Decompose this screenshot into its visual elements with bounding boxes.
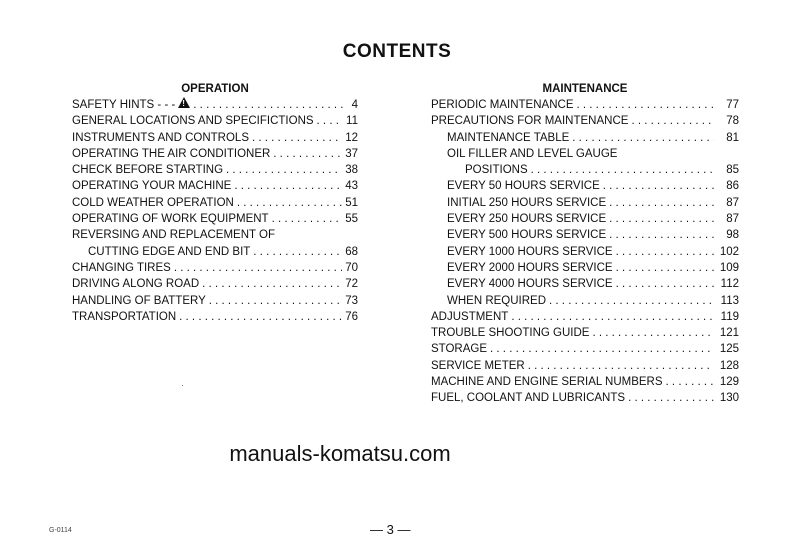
toc-entry-label: FUEL, COOLANT AND LUBRICANTS: [431, 392, 626, 405]
leader-dots: [577, 97, 715, 113]
leader-dots: [666, 374, 714, 390]
toc-entry-label: MACHINE AND ENGINE SERIAL NUMBERS: [431, 376, 663, 389]
toc-entry-page: 112: [720, 278, 739, 291]
toc-entry-label: MAINTENANCE TABLE: [447, 131, 570, 144]
toc-entry-label: ADJUSTMENT: [431, 310, 509, 323]
toc-entry-page: 38: [345, 164, 358, 177]
page-number: — 3 —: [370, 522, 411, 537]
toc-entry-label: TROUBLE SHOOTING GUIDE: [431, 327, 590, 340]
toc-entry-label: STORAGE: [431, 343, 488, 356]
leader-dots: [572, 130, 714, 146]
leader-dots: [179, 309, 342, 325]
operation-heading: OPERATION: [181, 83, 249, 95]
toc-entry-label: INITIAL 250 HOURS SERVICE: [447, 196, 607, 209]
maintenance-heading: MAINTENANCE: [542, 83, 628, 95]
toc-entry-label: OPERATING THE AIR CONDITIONER: [72, 147, 271, 160]
leader-dots: [609, 227, 714, 243]
toc-entry[interactable]: [72, 293, 358, 309]
leader-dots: [603, 178, 714, 194]
toc-entry-page: 68: [345, 245, 358, 258]
leader-dots: [193, 97, 345, 113]
toc-entry[interactable]: [72, 227, 358, 243]
toc-entry-page: 98: [726, 229, 739, 242]
toc-entry-page: 4: [351, 99, 358, 111]
toc-entry[interactable]: [72, 130, 358, 146]
toc-entry[interactable]: [72, 178, 358, 194]
toc-entry-label: DRIVING ALONG ROAD: [72, 278, 200, 291]
leader-dots: [528, 358, 714, 374]
toc-entry[interactable]: [72, 97, 358, 113]
toc-entry-label: EVERY 4000 HOURS SERVICE: [447, 278, 613, 291]
toc-entry[interactable]: [431, 195, 739, 211]
leader-dots: [616, 260, 714, 276]
toc-entry[interactable]: [72, 146, 358, 162]
operation-column: [72, 82, 358, 325]
toc-entry-page: 129: [719, 376, 739, 389]
toc-entry-page: 87: [726, 213, 739, 226]
toc-entry[interactable]: [72, 244, 358, 260]
leader-dots: [202, 276, 342, 292]
toc-entry[interactable]: [431, 276, 739, 292]
scan-speck: [182, 385, 183, 386]
toc-entry-page: 51: [345, 196, 358, 209]
leader-dots: [531, 162, 714, 178]
toc-entry[interactable]: [431, 374, 739, 390]
toc-entry[interactable]: [431, 325, 739, 341]
leader-dots: [237, 195, 342, 211]
toc-entry[interactable]: [431, 130, 739, 146]
toc-entry[interactable]: [431, 293, 739, 309]
toc-entry-label: PERIODIC MAINTENANCE: [431, 99, 574, 111]
leader-dots: [317, 113, 344, 129]
toc-entry-page: 109: [719, 261, 739, 274]
leader-dots: [209, 293, 342, 309]
toc-entry-label: INSTRUMENTS AND CONTROLS: [72, 131, 249, 144]
toc-entry-label: SAFETY HINTS - - -: [72, 99, 176, 111]
leader-dots: [253, 244, 342, 260]
toc-entry-label: OPERATING YOUR MACHINE: [72, 180, 232, 193]
toc-entry-page: 70: [345, 261, 358, 274]
toc-entry[interactable]: [431, 146, 739, 162]
toc-entry[interactable]: [431, 341, 739, 357]
toc-entry[interactable]: [72, 211, 358, 227]
leader-dots: [616, 276, 714, 292]
toc-entry-page: 86: [726, 180, 739, 193]
toc-entry-label: WHEN REQUIRED: [447, 294, 547, 307]
toc-entry-page: 125: [719, 343, 739, 356]
toc-entry[interactable]: [431, 244, 739, 260]
toc-entry[interactable]: [431, 227, 739, 243]
toc-entry-label: OPERATING OF WORK EQUIPMENT: [72, 213, 269, 226]
toc-entry[interactable]: [431, 162, 739, 178]
toc-entry[interactable]: [431, 358, 739, 374]
maintenance-toc-list: [431, 97, 739, 407]
toc-entry-label: PRECAUTIONS FOR MAINTENANCE: [431, 115, 629, 128]
leader-dots: [549, 293, 714, 309]
watermark-link[interactable]: manuals-komatsu.com: [229, 441, 451, 466]
operation-toc-list: [72, 97, 358, 325]
toc-entry-page: 102: [719, 245, 739, 258]
toc-entry-page: 121: [719, 327, 739, 340]
toc-entry-page: 37: [345, 147, 358, 160]
page-title: CONTENTS: [342, 41, 452, 62]
toc-entry[interactable]: [431, 113, 739, 129]
toc-entry-page: 12: [345, 131, 358, 144]
toc-entry-page: 72: [345, 278, 358, 291]
toc-entry-page: 81: [726, 131, 739, 144]
toc-entry-label: CHECK BEFORE STARTING: [72, 164, 224, 177]
toc-entry-page: 11: [346, 115, 358, 128]
toc-entry[interactable]: [431, 390, 739, 406]
toc-entry-label: EVERY 2000 HOURS SERVICE: [447, 261, 613, 274]
toc-entry[interactable]: [72, 309, 358, 325]
leader-dots: [592, 325, 714, 341]
leader-dots: [631, 113, 714, 129]
toc-entry-label: EVERY 1000 HOURS SERVICE: [447, 245, 613, 258]
toc-entry[interactable]: [431, 178, 739, 194]
toc-entry-page: 73: [345, 294, 358, 307]
toc-entry-label: POSITIONS: [465, 164, 528, 177]
toc-entry[interactable]: [72, 195, 358, 211]
toc-entry-page: 119: [720, 310, 739, 323]
toc-entry[interactable]: [431, 97, 739, 113]
leader-dots: [252, 130, 342, 146]
toc-entry-label: EVERY 500 HOURS SERVICE: [447, 229, 607, 242]
leader-dots: [616, 244, 714, 260]
leader-dots: [272, 211, 343, 227]
toc-entry-label: GENERAL LOCATIONS AND SPECIFICTIONS: [72, 115, 314, 128]
warning-triangle-icon: [178, 97, 190, 108]
toc-entry-label: EVERY 250 HOURS SERVICE: [447, 213, 607, 226]
toc-entry-label: CUTTING EDGE AND END BIT: [88, 245, 251, 258]
toc-entry-page: 113: [720, 294, 739, 307]
toc-entry-page: 78: [726, 115, 739, 128]
toc-entry-page: 87: [726, 196, 739, 209]
toc-entry-label: EVERY 50 HOURS SERVICE: [447, 180, 600, 193]
toc-entry-page: 130: [719, 392, 739, 405]
toc-entry[interactable]: [431, 309, 739, 325]
toc-entry-page: 128: [719, 359, 739, 372]
toc-entry[interactable]: [72, 113, 358, 129]
toc-entry[interactable]: [72, 260, 358, 276]
toc-entry-label: REVERSING AND REPLACEMENT OF: [72, 229, 275, 242]
toc-entry-label: CHANGING TIRES: [72, 261, 171, 274]
toc-entry-page: 85: [726, 164, 739, 177]
leader-dots: [174, 260, 342, 276]
toc-entry-page: 43: [345, 180, 358, 193]
footer-code: G-0114: [49, 527, 72, 534]
toc-entry-page: 55: [345, 213, 358, 226]
toc-entry-label: COLD WEATHER OPERATION: [72, 196, 234, 209]
toc-entry[interactable]: [431, 260, 739, 276]
leader-dots: [234, 178, 342, 194]
toc-entry[interactable]: [72, 276, 358, 292]
leader-dots: [609, 195, 714, 211]
leader-dots: [273, 146, 342, 162]
toc-entry-label: OIL FILLER AND LEVEL GAUGE: [447, 147, 618, 160]
leader-dots: [226, 162, 342, 178]
leader-dots: [628, 390, 714, 406]
leader-dots: [609, 211, 714, 227]
toc-entry-page: 76: [345, 310, 358, 323]
leader-dots: [511, 309, 714, 325]
toc-entry-label: HANDLING OF BATTERY: [72, 294, 206, 307]
toc-entry[interactable]: [72, 162, 358, 178]
maintenance-column: [431, 82, 739, 407]
leader-dots: [490, 341, 714, 357]
toc-entry-label: SERVICE METER: [431, 359, 525, 372]
toc-entry[interactable]: [431, 211, 739, 227]
toc-entry-label: TRANSPORTATION: [72, 310, 177, 323]
toc-entry-page: 77: [726, 99, 739, 111]
